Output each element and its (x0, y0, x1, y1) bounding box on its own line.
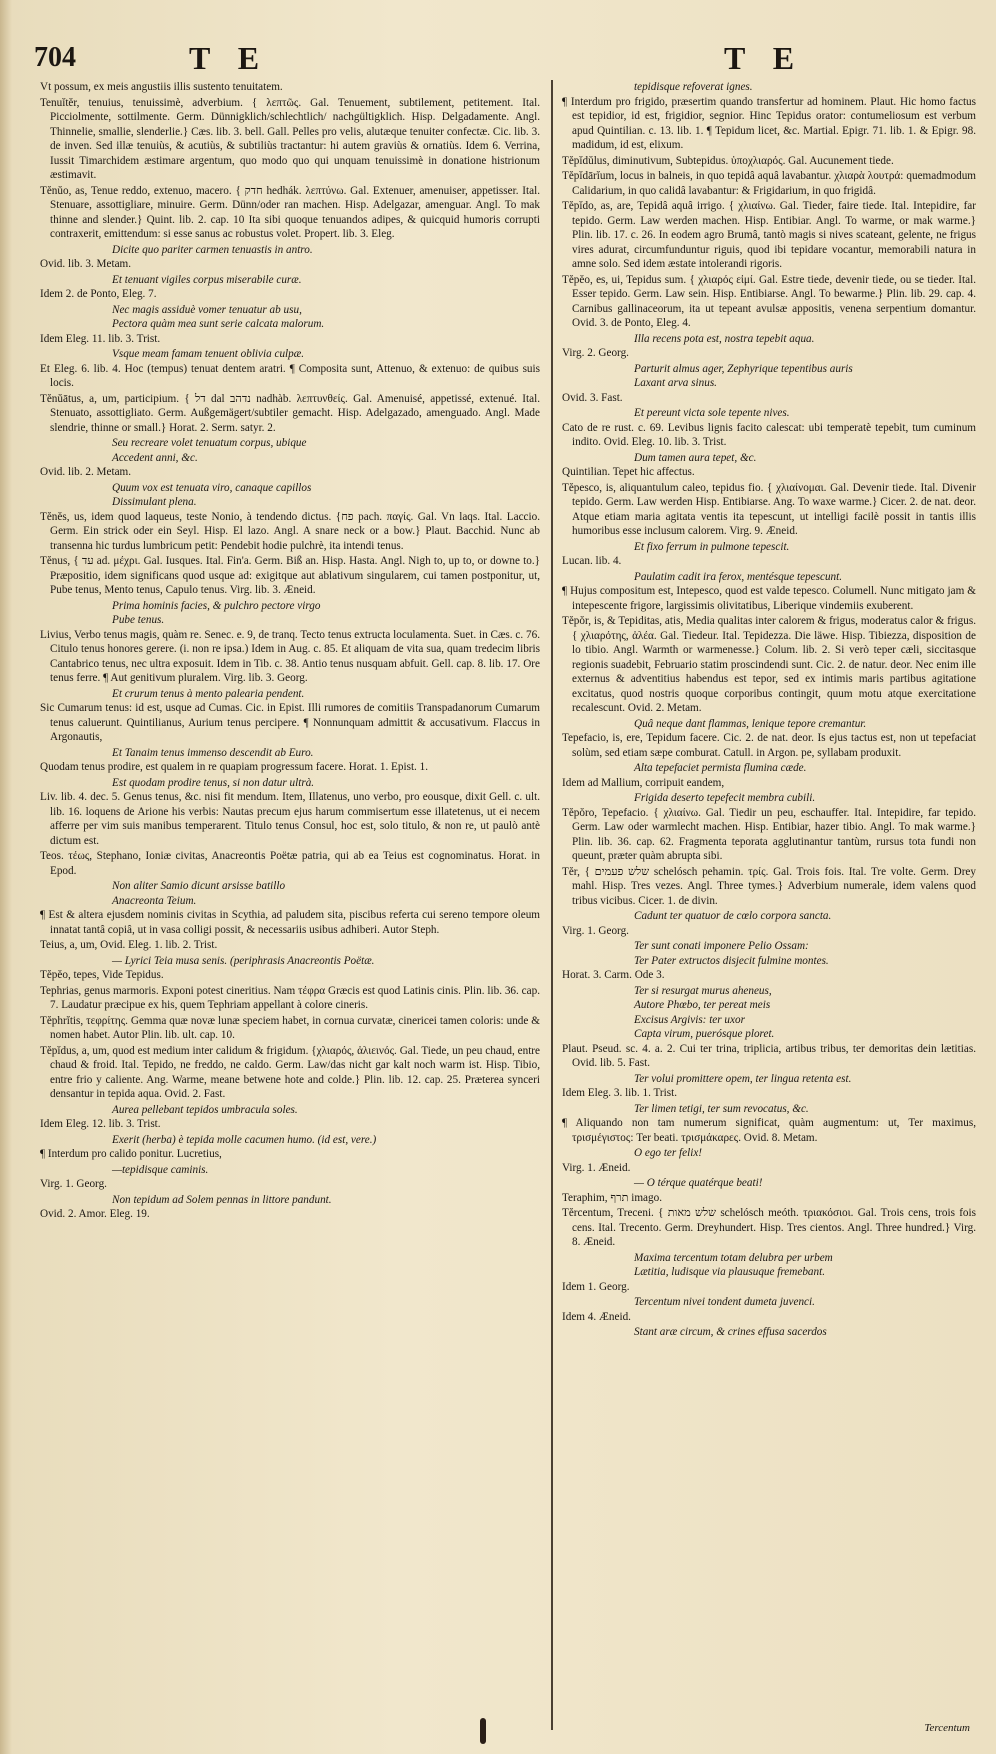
verse-quotation: Exerit (herba) è tepida molle cacumen humo. (id est, vere.) (112, 1133, 377, 1146)
verse-quotation: Accedent anni, &c. (112, 451, 198, 464)
verse-quotation: Pectora quàm mea sunt serie calcata malorum. (112, 318, 325, 330)
dictionary-entry: ¶ Aliquando non tam numerum significat, quàm augmentum: ut, Ter maximus, τρισμέγιστος: Ter beati. τρισμάκαρες. Ovid. 8. Metam. (562, 1117, 976, 1144)
verse-quotation: Quum vox est tenuata viro, canaque capillos (112, 481, 312, 494)
verse-quotation: Et fixo ferrum in pulmone tepescit. (634, 540, 790, 553)
verse-quotation: Maxima tercentum totam delubra per urbem (634, 1251, 833, 1264)
ink-blot-mark (480, 1718, 486, 1744)
verse-quotation: Tercentum nivei tondent dumeta juvenci. (634, 1296, 815, 1308)
verse-quotation: Stant aræ circum, & crines effusa sacerdos (634, 1326, 827, 1338)
dictionary-entry: Ovid. lib. 3. Metam. (40, 258, 132, 270)
dictionary-entry: Idem 1. Georg. (562, 1280, 630, 1293)
dictionary-entry: Tĕphrĭtis, τεφρίτης. Gemma quæ novæ lunæ speciem habet, in cornua curvatæ, cinericei tamen coloris: unde & nomen habet. Autor Plin. lib. ult. cap. 10. (40, 1014, 540, 1041)
dictionary-entry: Idem Eleg. 12. lib. 3. Trist. (40, 1118, 161, 1130)
dictionary-entry: Tĕnus, { עד ad. μέχρι. Gal. Iusques. Ital. Fin'a. Germ. Biß an. Hisp. Hasta. Angl. Nigh to, up to, or downe to.} Præpositio, idem significans quod usque ad: exigitque aut ablativum singularem, cui tamen postponitur, ut, Pube tenus, Mento tenus, Capulo tenus. Virg. lib. 3. Æneid. (40, 555, 540, 596)
column-rule (551, 80, 553, 1730)
dictionary-entry: Teraphim, תרף imago. (562, 1191, 662, 1204)
verse-quotation: Dicite quo pariter carmen tenuastis in antro. (112, 243, 313, 256)
dictionary-entry: Tĕpĕo, es, ui, Tepidus sum. { χλιαρός εἰμί. Gal. Estre tiede, devenir tiede, ou se tieder. Ital. Esser tepido. Germ. Law sein. Hisp. Entibiarse. Angl. To bewarme.} Plin. lib. 29. cap. 4. Carnibus gallinaceorum, ita ut tepeant avulsæ appositis, venena serpentium domantur. Ovid. 3. de Ponto, Eleg. 4. (562, 273, 976, 329)
verse-quotation: — O térque quatérque beati! (634, 1177, 763, 1189)
dictionary-entry: Livius, Verbo tenus magis, quàm re. Senec. e. 9, de tranq. Tecto tenus extructa loculamenta. Suet. in Cæs. c. 76. Citulo tenus honores gerere. (i. non re ipsa.) Idem in Aug. c. 85. Et aliquam de vita sua, quam tredecim libris Cantabrico tenus, nec ultra exposuit. Idem in Tib. c. 38. Antio tenus nusquam abfuit. Gell. cap. 8. lib. 17. Ore tenus ferre. ¶ Aut genitivum pluralem. Virg. lib. 3. Georg. (40, 628, 540, 684)
verse-quotation: —tepidisque caminis. (112, 1163, 209, 1176)
verse-quotation: Ter Pater extructos disjecit fulmine montes. (634, 954, 829, 967)
dictionary-entry: Virg. 1. Georg. (40, 1178, 107, 1190)
page-footer (0, 1718, 996, 1748)
dictionary-entry: Tephrias, genus marmoris. Exponi potest cineritius. Nam τέφρα Græcis est quod Latinis cinis. Plin. lib. 36. cap. 7. Laudatur præcipue ex his, quem Tephriam appellant à colore cineris. (40, 984, 540, 1011)
page-gutter-shadow (0, 0, 12, 1754)
page-number: 704 (34, 42, 76, 73)
verse-quotation: Et tenuant vigiles corpus miserabile curæ. (112, 273, 302, 286)
verse-quotation: Seu recreare volet tenuatum corpus, ubique (112, 437, 307, 449)
dictionary-entry: Tĕpesco, is, aliquantulum caleo, tepidus fio. { χλιαίνομαι. Gal. Devenir tiede. Ital. Divenir tepido. Germ. Law werden Hisp. Entibiarse. Ang. To waxe warme.} Cicer. 2. de nat. deor. Atque etiam maria agitata ventis ita tepescunt, ut intelligi facilè possit in tantis illis humoribus esse inclusum calorem. Virg. 9. Æneid. (562, 481, 976, 537)
verse-quotation: Lætitia, ludisque via plausuque fremebant. (634, 1266, 826, 1278)
dictionary-entry: Tĕnŭo, as, Tenue reddo, extenuo, macero. { חדק hedhák. λεπτύνω. Gal. Extenuer, amenuiser, appetisser. Ital. Stenuare, assottigliare, minuire. Germ. Dünn/oder ran machen. Hisp. Adelgazar, amenguar. Angl. To mak thinne and slender.} Quint. lib. 2. cap. 10 Ita sibi quoque tenuandos adipes, & quicquid humoris corrupti contraxerit, emittendum: si esse sanus ac robustus volet. Propert. lib. 3. Eleg. (40, 184, 540, 240)
dictionary-entry: Vt possum, ex meis angustiis illis sustento tenuitatem. (40, 81, 283, 93)
verse-quotation: Pube tenus. (112, 614, 165, 626)
verse-quotation: Non tepidum ad Solem pennas in littore pandunt. (112, 1193, 332, 1206)
dictionary-entry: Tĕnĕs, us, idem quod laqueus, teste Nonio, à tendendo dictus. {פח pach. παγίς. Gal. Vn laqs. Ital. Laccio. Germ. Ein strick oder ein Seyl. Hisp. El lazo. Angl. A snare neck or a bow.} Plaut. Bacchid. Nunc ab transenna hic turdus lumbricum petit: Pendebit hodie pulchrè, ita intendi tenus. (40, 510, 540, 552)
running-head-right: T E (724, 40, 805, 76)
dictionary-entry: Virg. 2. Georg. (562, 347, 629, 359)
dictionary-entry: Tĕnŭātus, a, um, participium. { דל dal נדהב nadhàb. λεπτυνθείς. Gal. Amenuisé, appetissé, extenué. Ital. Stenuato, assottigliato. Germ. Außgemägert/subtiler gemacht. Hisp. Adelgazado, amenguado. Angl. Made slendrie, thinne or small.} Horat. 2. Serm. satyr. 2. (40, 392, 540, 434)
verse-quotation: Parturit almus ager, Zephyrique tepentibus auris (634, 362, 853, 375)
verse-quotation: — Lyrici Teia musa senis. (periphrasis Anacreontis Poëtæ. (112, 954, 375, 967)
dictionary-entry: Tĕpĭdŭlus, diminutivum, Subtepidus. ὑποχλιαρός. Gal. Aucunement tiede. (562, 154, 894, 167)
verse-quotation: Est quodam prodire tenus, si non datur ultrà. (112, 776, 315, 789)
dictionary-entry: Quodam tenus prodire, est qualem in re quapiam progressum facere. Horat. 1. Epist. 1. (40, 761, 429, 773)
dictionary-entry: Tĕrcentum, Treceni. { שלש מאות schelósch meóth. τριακόσιοι. Gal. Trois cens, trois fois cens. Ital. Trecento. Germ. Dreyhundert. Hisp. Tres cientos. Angl. Three hundred.} Virg. 8. Æneid. (562, 1207, 976, 1248)
dictionary-entry: Quintilian. Tepet hic affectus. (562, 466, 695, 478)
dictionary-entry: Idem Eleg. 11. lib. 3. Trist. (40, 332, 161, 345)
dictionary-entry: Tenuĭtĕr, tenuius, tenuissimè, adverbium. { λεπτῶς. Gal. Tenuement, subtilement, petitement. Ital. Picciolmente, sottilmente. Germ. Dünnigklich/schlechtlich/ nachgültigklich. Hisp. Delgadamente. Angl. Thinnelie, smallie, slenderlie.} Cæs. lib. 3. bell. Gall. Pelles pro velis, alutæque tenuiter confectæ. Cic. lib. 3. de inven. Sed illæ tenuiùs, & acutiùs, & subtiliùs tractantur: hi autem graviùs & ornatiùs. Idem 6. Verrina, Iussit Timarchidem æstimare argentum, quo modo quo qui unquam tenuissimè in donatione histrionum æstimavit. (40, 96, 540, 181)
dictionary-entry: Tĕpĭdārĭum, locus in balneis, in quo tepidâ aquâ lavabantur. χλιαρὰ λουτρά: quemadmodum Calidarium, in quo calidâ lavabantur: & Frigidarium, in quo frigidâ. (562, 170, 976, 197)
dictionary-entry: Et Eleg. 6. lib. 4. Hoc (tempus) tenuat dentem aratri. ¶ Composita sunt, Attenuo, & extenuo: de quibus suis locis. (40, 362, 540, 389)
verse-quotation: Illa recens pota est, nostra tepebit aqua. (634, 332, 815, 345)
catchword: Tercentum (924, 1722, 970, 1734)
left-column (40, 80, 540, 1720)
verse-quotation: Alta tepefaciet permista flumina cæde. (634, 762, 807, 774)
verse-quotation: Dum tamen aura tepet, &c. (634, 451, 757, 464)
right-column (562, 80, 976, 1720)
verse-quotation: Autore Phœbo, ter pereat meis (634, 999, 771, 1011)
dictionary-entry: Idem 2. de Ponto, Eleg. 7. (40, 288, 157, 300)
verse-quotation: Ter sunt conati imponere Pelio Ossam: (634, 940, 809, 952)
verse-quotation: Vsque meam famam tenuent oblivia culpæ. (112, 348, 305, 360)
dictionary-entry: Sic Cumarum tenus: id est, usque ad Cumas. Cic. in Epist. Illi rumores de comitiis Transpadanorum Cumarum tenus caluerunt. Quintilianus, Aurium tenus percipere. ¶ Nonnunquam admittit & accusativum. Flaccus in Argonautis, (40, 702, 540, 743)
dictionary-entry: Idem 4. Æneid. (562, 1310, 631, 1323)
verse-quotation: O ego ter felix! (634, 1147, 703, 1159)
dictionary-entry: Tĕpŏro, Tepefacio. { χλιαίνω. Gal. Tiedir un peu, eschauffer. Ital. Intepidire, far tepido. Germ. Law oder warmlecht machen. Hisp. Entibiar, hazer tibio. Angl. To mak warme.} Plin. lib. 36. cap. 62. Fragmenta teporata agglutinantur tantùm, rursus tota fundi non queunt, præter quàm abrupta sibi. (562, 806, 976, 862)
verse-quotation: Quâ neque dant flammas, lenique tepore cremantur. (634, 717, 867, 730)
verse-quotation: Anacreonta Teium. (112, 894, 197, 907)
dictionary-entry: Idem Eleg. 3. lib. 1. Trist. (562, 1087, 677, 1099)
dictionary-entry: Lucan. lib. 4. (562, 555, 622, 567)
verse-quotation: Paulatim cadit ira ferox, mentésque tepescunt. (634, 570, 843, 583)
dictionary-entry: ¶ Interdum pro calido ponitur. Lucretius, (40, 1148, 222, 1160)
verse-quotation: Et pereunt victa sole tepente nives. (634, 407, 790, 419)
dictionary-entry: ¶ Interdum pro frigido, præsertim quando transfertur ad hominem. Plaut. Hic homo factus est tepidior, id est, frigidior, segnior. Hinc Tepidus orator: contumeliosum est verbum apud Quintilian. c. 13. lib. 1. ¶ Tepidum licet, &c. Martial. Epigr. 71. lib. 1. & Epigr. 98. madidum, id est, elixum. (562, 95, 976, 151)
dictionary-entry: Liv. lib. 4. dec. 5. Genus tenus, &c. nisi fit mendum. Item, Illatenus, uno verbo, pro eousque, dixit Gell. c. ult. lib. 16. loquens de Arione his verbis: Nautas precum ejus harum commisertum esse illatetenus, ut ei necem afferre per vim suis manibus temperarent. Titulo tenus Consul, hoc est, solo titulo, & non re, ut paulò antè dictum est. (40, 791, 540, 847)
running-header (34, 38, 964, 78)
dictionary-entry: Tĕr, { שלש פעמים schelósch pehamin. τρίς. Gal. Trois fois. Ital. Tre volte. Germ. Drey mahl. Hisp. Tres vezes. Angl. Three tymes.} Adverbium numerale, idem valens quod tribus vicibus. Cicer. 1. de divin. (562, 865, 976, 907)
dictionary-entry: Ovid. 3. Fast. (562, 391, 623, 404)
dictionary-entry: Tĕpĭdus, a, um, quod est medium inter calidum & frigidum. {χλιαρός, ἀλιεινός. Gal. Tiede, un peu chaud, entre chaud & froid. Ital. Tepido, ne freddo, ne caldo. Germ. Law/das nicht gar kalt noch warm ist. Hisp. Tibio, entre frio y caliente. Ang. Warme, meane betwene hote and colde.} Plin. lib. 12. cap. 25. Præterea synceri densantur in tepida aqua. Ovid. 2. Fast. (40, 1044, 540, 1100)
verse-quotation: Aurea pellebant tepidos umbracula soles. (112, 1103, 298, 1116)
verse-quotation: Laxant arva sinus. (634, 377, 717, 389)
verse-quotation: Ter limen tetigi, ter sum revocatus, &c. (634, 1102, 809, 1115)
verse-quotation: tepidisque refoverat ignes. (634, 81, 753, 93)
verse-quotation: Prima hominis facies, & pulchro pectore virgo (112, 599, 321, 612)
verse-quotation: Frigida deserto tepefecit membra cubili. (634, 792, 816, 804)
verse-quotation: Ter volui promittere opem, ter lingua retenta est. (634, 1072, 852, 1085)
dictionary-entry: Ovid. lib. 2. Metam. (40, 466, 132, 478)
verse-quotation: Non aliter Samio dicunt arsisse batillo (112, 880, 286, 892)
verse-quotation: Capta virum, puerósque ploret. (634, 1028, 775, 1040)
dictionary-entry: Teos. τέως, Stephano, Ioniæ civitas, Anacreontis Poëtæ patria, qui ab ea Teius est cognominatus. Horat. in Epod. (40, 850, 540, 877)
verse-quotation: Excisus Argivis: ter uxor (634, 1013, 745, 1026)
dictionary-entry: Plaut. Pseud. sc. 4. a. 2. Cui ter trina, triplicia, artibus tribus, ter demoritas dein lætitias. Ovid. lib. 5. Fast. (562, 1042, 976, 1069)
dictionary-entry: Tĕpŏr, is, & Tepiditas, atis, Media qualitas inter calorem & frigus, moderatus calor & frigus. { χλιαρότης, ἀλέα. Gal. Tiedeur. Ital. Tepidezza. Die läwe. Hisp. Tibiezza, disposition de lo tibio. Angl. Warmth or warmenesse.} Colum. lib. 2. Si verò teper cæli, siccitasque regionis suadebit, Februario statim proscindendi sunt. Cic. 2. de natur. deor. Nec enim ille externus & adventitius habendus est tepor, sed ex intimis maris partibus agitatione excitatus, quod nostris quoque corporibus contingit, quum motu atque exercitatione recalescunt. Ovid. 2. Metam. (562, 615, 976, 714)
verse-quotation: Dissimulant plena. (112, 496, 197, 508)
verse-quotation: Cadunt ter quatuor de cœlo corpora sancta. (634, 910, 832, 922)
verse-quotation: Ter si resurgat murus aheneus, (634, 984, 772, 997)
verse-quotation: Nec magis assiduè vomer tenuatur ab usu, (112, 303, 302, 316)
verse-quotation: Et Tanaim tenus immenso descendit ab Euro. (112, 746, 314, 759)
dictionary-entry: Tĕpĕo, tepes, Vide Tepidus. (40, 969, 164, 981)
dictionary-entry: Tĕpĭdo, as, are, Tepidâ aquâ irrigo. { χλιαίνω. Gal. Tieder, faire tiede. Ital. Intepidire, far tepido. Germ. Law werden machen. Hisp. Entibiar. Angl. To warme, or mak warme.} Plin. lib. 17. c. 26. In eodem agro Brumâ, tantò magis si nives scateant, gelente, ne frigus vires adurat, circumfunduntur riguis, quod ibi tepidare vocantur, memorabili natura in amne solo. Sed idem æstate intolerandi rigoris. (562, 200, 976, 270)
dictionary-entry: Virg. 1. Georg. (562, 924, 629, 937)
dictionary-entry: Teius, a, um, Ovid. Eleg. 1. lib. 2. Trist. (40, 939, 218, 951)
dictionary-entry: Ovid. 2. Amor. Eleg. 19. (40, 1208, 150, 1220)
dictionary-entry: Idem ad Mallium, corripuit eandem, (562, 776, 725, 789)
running-head-left: T E (189, 40, 270, 76)
dictionary-entry: Tepefacio, is, ere, Tepidum facere. Cic. 2. de nat. deor. Is ejus tactus est, non ut tepefaciat solùm, sed etiam sæpe comburat. Catull. in Argon. pe, syllabam produxit. (562, 732, 976, 759)
dictionary-entry: ¶ Est & altera ejusdem nominis civitas in Scythia, ad paludem sita, piscibus referta cui sereno tempore oleum innatat tantâ copiâ, ut in vasa colligi possit, & necessariis usibus adhiberi. Autor Steph. (40, 909, 540, 936)
dictionary-entry: Virg. 1. Æneid. (562, 1161, 631, 1174)
verse-quotation: Et crurum tenus à mento palearia pendent. (112, 687, 305, 700)
dictionary-entry: Cato de re rust. c. 69. Levibus lignis facito calescat: ubi temperatè tepebit, tum cuminum indito. Ovid. Eleg. 10. lib. 3. Trist. (562, 421, 976, 448)
dictionary-entry: ¶ Hujus compositum est, Intepesco, quod est valde tepesco. Columell. Nunc mitigato jam & intepescente frigore, largissimis olivitatibus, Liberique vindemiis exuberent. (562, 585, 976, 612)
dictionary-entry: Horat. 3. Carm. Ode 3. (562, 969, 665, 981)
